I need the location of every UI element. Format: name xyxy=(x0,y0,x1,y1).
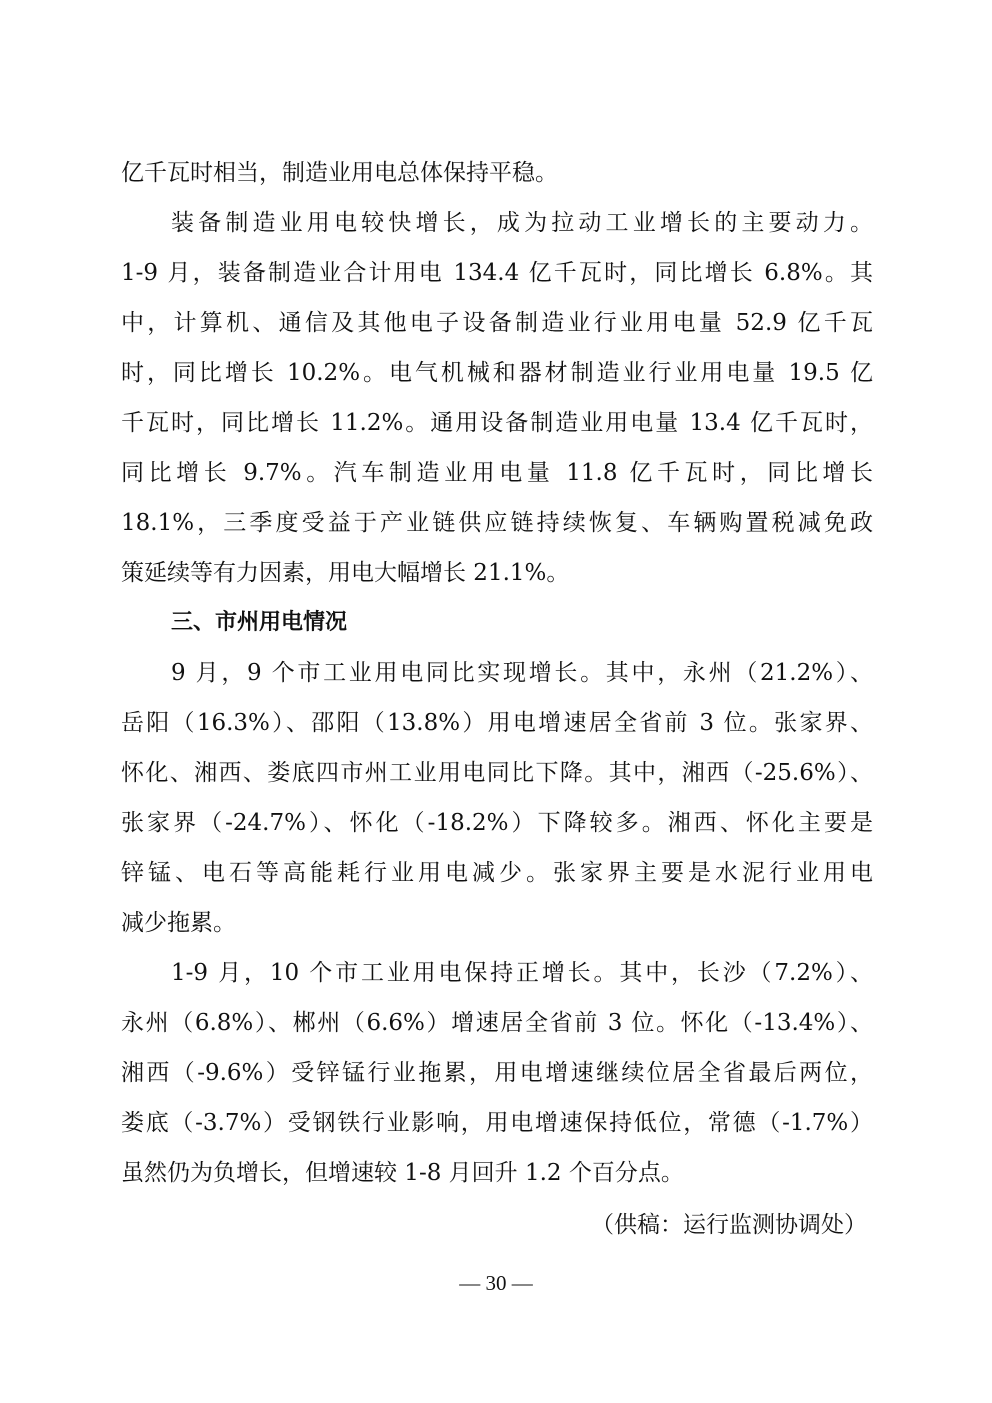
source-note: （供稿：运行监测协调处） xyxy=(591,1212,867,1238)
text-line: 娄底（-3.7%）受钢铁行业影响，用电增速保持低位，常德（-1.7%） xyxy=(121,1110,873,1136)
paragraph-manufacturing-stable xyxy=(121,148,873,198)
document-body xyxy=(121,148,873,1250)
text-line: 虽然仍为负增长，但增速较 1-8 月回升 1.2 个百分点。 xyxy=(121,1160,684,1186)
text-line: 同比增长 9.7%。汽车制造业用电量 11.8 亿千瓦时，同比增长 xyxy=(121,460,873,486)
section-heading: 三、市州用电情况 xyxy=(171,610,348,635)
text-line: 9 月，9 个市工业用电同比实现增长。其中，永州（21.2%）、 xyxy=(171,660,873,686)
text-line: 岳阳（16.3%）、邵阳（13.8%）用电增速居全省前 3 位。张家界、 xyxy=(121,710,873,736)
text-line: 永州（6.8%）、郴州（6.6%）增速居全省前 3 位。怀化（-13.4%）、 xyxy=(121,1010,873,1036)
text-line: 亿千瓦时相当，制造业用电总体保持平稳。 xyxy=(121,160,558,186)
text-line: 1-9 月，10 个市工业用电保持正增长。其中，长沙（7.2%）、 xyxy=(171,960,873,986)
text-line: 18.1%，三季度受益于产业链供应链持续恢复、车辆购置税减免政 xyxy=(121,510,873,536)
text-line: 锌锰、电石等高能耗行业用电减少。张家界主要是水泥行业用电 xyxy=(121,860,873,886)
text-line: 张家界（-24.7%）、怀化（-18.2%）下降较多。湘西、怀化主要是 xyxy=(121,810,873,836)
paragraph-september-cities xyxy=(121,648,873,948)
text-line: 中，计算机、通信及其他电子设备制造业行业用电量 52.9 亿千瓦 xyxy=(121,310,873,336)
text-line: 1-9 月，装备制造业合计用电 134.4 亿千瓦时，同比增长 6.8%。其 xyxy=(121,260,873,286)
paragraph-jan-sep-cities xyxy=(121,948,873,1198)
text-line: 装备制造业用电较快增长，成为拉动工业增长的主要动力。 xyxy=(171,210,873,236)
text-line: 怀化、湘西、娄底四市州工业用电同比下降。其中，湘西（-25.6%）、 xyxy=(121,760,873,786)
page-number: — 30 — xyxy=(459,1271,533,1295)
text-line: 减少拖累。 xyxy=(121,910,236,936)
text-line: 千瓦时，同比增长 11.2%。通用设备制造业用电量 13.4 亿千瓦时， xyxy=(121,410,873,436)
text-line: 时，同比增长 10.2%。电气机械和器材制造业行业用电量 19.5 亿 xyxy=(121,360,873,386)
text-line: 湘西（-9.6%）受锌锰行业拖累，用电增速继续位居全省最后两位， xyxy=(121,1060,873,1086)
text-line: 策延续等有力因素，用电大幅增长 21.1%。 xyxy=(121,560,570,586)
paragraph-equipment-manufacturing xyxy=(121,198,873,598)
